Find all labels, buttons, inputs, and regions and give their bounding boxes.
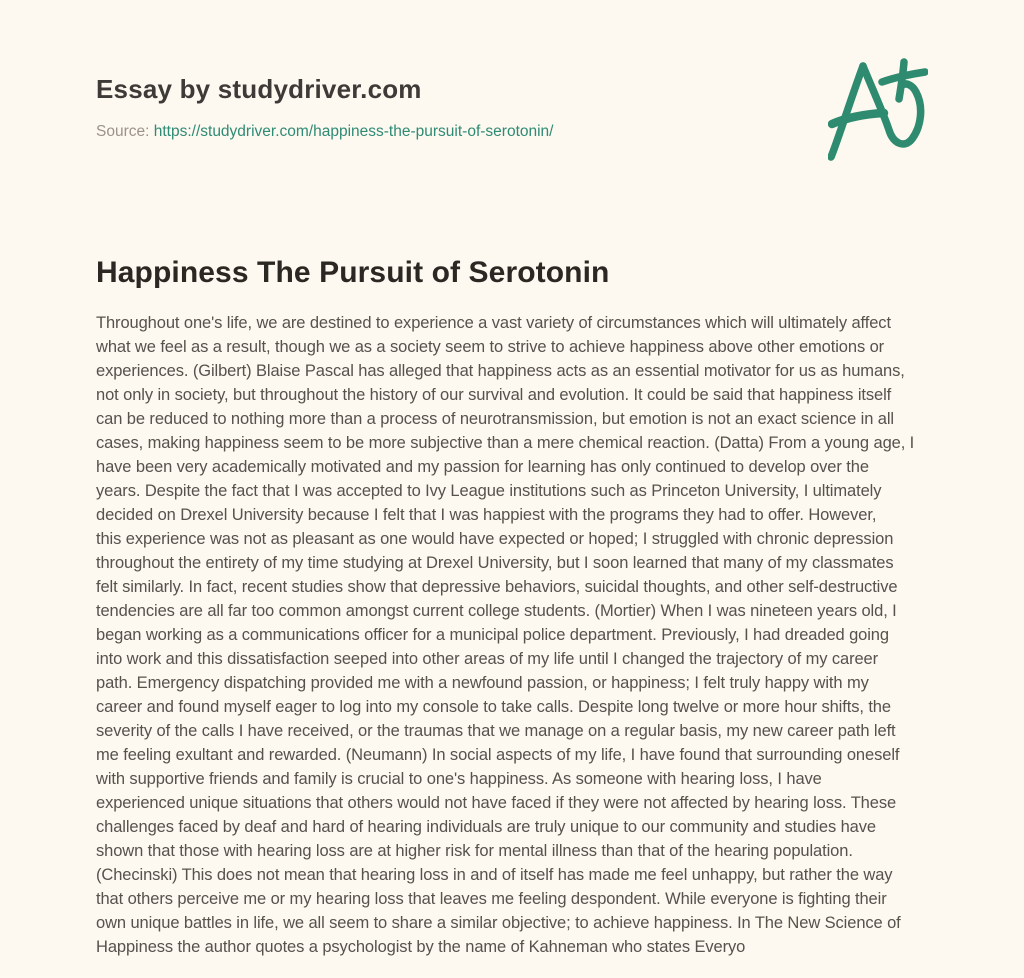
body-line: cases, making happiness seem to be more subjective than a mere chemical reaction. (Datta) From a young age, I <box>96 434 915 452</box>
body-line: felt similarly. In fact, recent studies show that depressive behaviors, suicidal thoughts, and other self-destructive <box>96 578 898 596</box>
body-line: what we feel as a result, though we as a society seem to strive to achieve happiness above other emotions or <box>96 338 885 356</box>
body-line: have been very academically motivated and my passion for learning has only continued to develop over the <box>96 458 869 476</box>
body-line: not only in society, but throughout the history of our survival and evolution. It could be said that happiness itself <box>96 386 892 404</box>
a-plus-logo-icon <box>828 56 928 171</box>
source-url-link[interactable]: https://studydriver.com/happiness-the-pursuit-of-serotonin/ <box>153 123 554 140</box>
body-line: that others perceive me or my hearing loss that leaves me feeling despondent. While everyone is fighting their <box>96 890 887 908</box>
body-line: this experience was not as pleasant as one would have expected or hoped; I struggled with chronic depression <box>96 530 894 548</box>
body-line: years. Despite the fact that I was accepted to Ivy League institutions such as Princeton University, I ultimately <box>96 482 882 500</box>
body-line: tendencies are all far too common amongst current college students. (Mortier) When I was nineteen years old, I <box>96 602 897 620</box>
body-line: (Checinski) This does not mean that hearing loss in and of itself has made me feel unhappy, but rather the way <box>96 866 893 884</box>
body-line: throughout the entirety of my time studying at Drexel University, but I soon learned that many of my classmates <box>96 554 894 572</box>
body-line: into work and this dissatisfaction seeped into other areas of my life until I changed the trajectory of my career <box>96 650 879 668</box>
body-line: shown that those with hearing loss are at higher risk for mental illness than that of the hearing population. <box>96 842 853 860</box>
page-header <box>96 76 553 140</box>
body-line: career and found myself eager to log into my console to take calls. Despite long twelve or more hour shifts, the <box>96 698 891 716</box>
body-line: own unique battles in life, we all seem to share a similar objective; to achieve happiness. In The New Science of <box>96 914 901 932</box>
body-line: can be reduced to nothing more than a process of neurotransmission, but emotion is not an exact science in all <box>96 410 894 428</box>
body-line: decided on Drexel University because I felt that I was happiest with the programs they had to offer. However, <box>96 506 877 524</box>
source-line <box>96 124 553 140</box>
body-line: with supportive friends and family is crucial to one's happiness. As someone with hearing loss, I have <box>96 770 822 788</box>
site-header-title: Essay by studydriver.com <box>96 74 422 104</box>
body-line: Throughout one's life, we are destined to experience a vast variety of circumstances which will ultimately affect <box>96 314 891 332</box>
source-label: Source: <box>96 123 150 140</box>
body-line: severity of the calls I have received, or the traumas that we manage on a regular basis, my new career path left <box>96 722 896 740</box>
essay-body <box>96 311 946 959</box>
body-line: experienced unique situations that others would not have faced if they were not affected by hearing loss. These <box>96 794 897 812</box>
body-line: path. Emergency dispatching provided me with a newfound passion, or happiness; I felt truly happy with my <box>96 674 869 692</box>
body-line: experiences. (Gilbert) Blaise Pascal has alleged that happiness acts as an essential motivator for us as humans, <box>96 362 905 380</box>
body-line: began working as a communications officer for a municipal police department. Previously, I had dreaded going <box>96 626 889 644</box>
body-line: me feeling exultant and rewarded. (Neumann) In social aspects of my life, I have found that surrounding oneself <box>96 746 900 764</box>
body-line: challenges faced by deaf and hard of hearing individuals are truly unique to our community and studies have <box>96 818 876 836</box>
body-line: Happiness the author quotes a psychologist by the name of Kahneman who states Everyo <box>96 938 746 956</box>
essay-title: Happiness The Pursuit of Serotonin <box>96 256 610 289</box>
